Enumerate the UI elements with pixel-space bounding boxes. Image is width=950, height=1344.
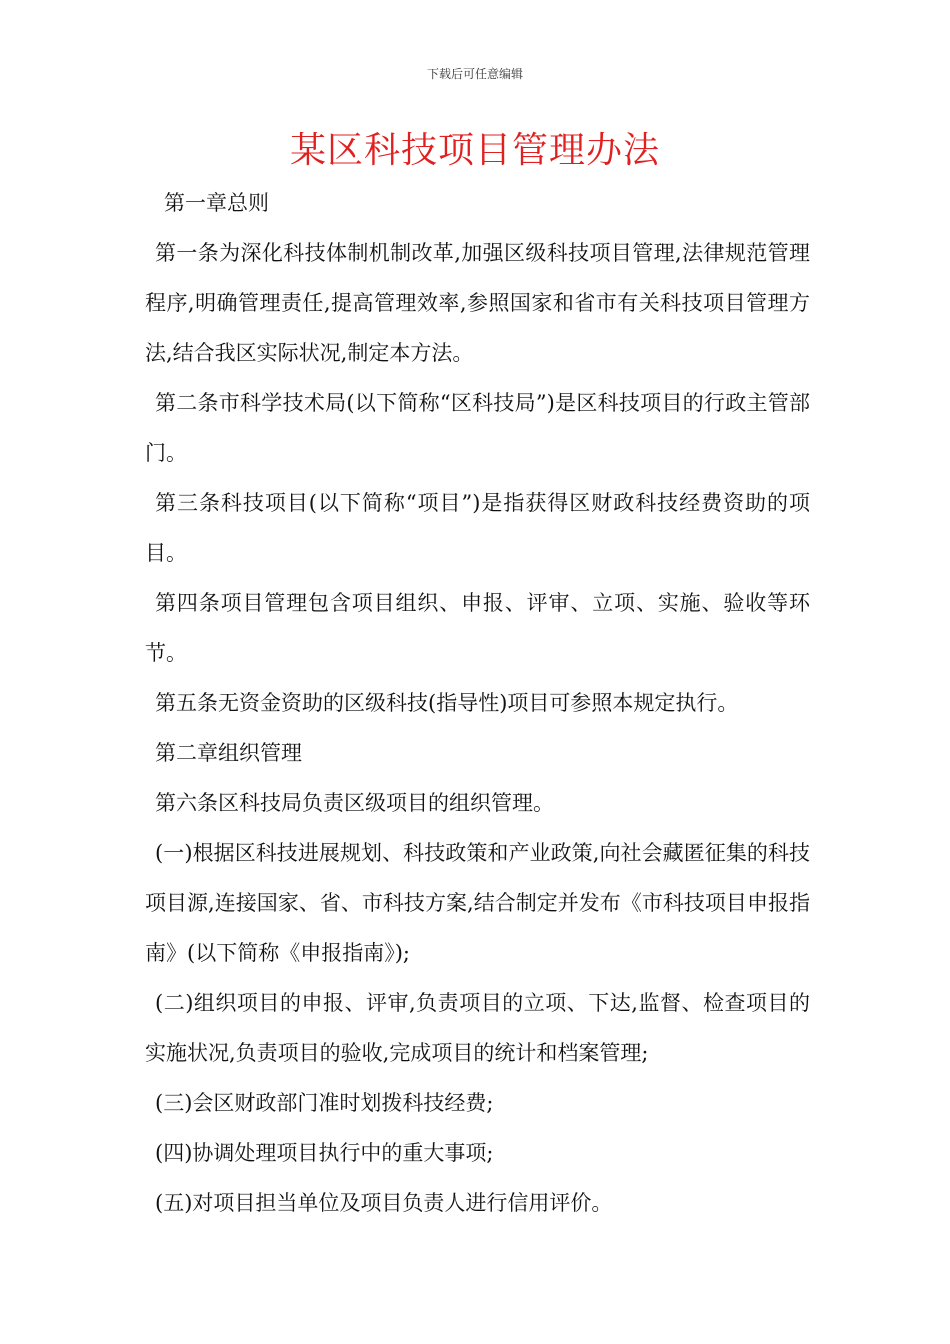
list-item-paragraph: (二)组织项目的申报、评审,负责项目的立项、下达,监督、检查项目的实施状况,负责项目的验收,完成项目的统计和档案管理; <box>145 991 810 1065</box>
header-note: 下载后可任意编辑 <box>426 67 523 81</box>
chapter-heading: 第二章组织管理 <box>155 741 302 765</box>
article-paragraph: 第五条无资金资助的区级科技(指导性)项目可参照本规定执行。 <box>155 691 739 715</box>
chapter-heading: 第一章总则 <box>164 191 269 215</box>
article-paragraph: 第一条为深化科技体制机制改革,加强区级科技项目管理,法律规范管理程序,明确管理责任,提高管理效率,参照国家和省市有关科技项目管理方法,结合我区实际状况,制定本方法。 <box>145 241 810 365</box>
list-item-paragraph: (一)根据区科技进展规划、科技政策和产业政策,向社会藏匿征集的科技项目源,连接国家、省、市科技方案,结合制定并发布《市科技项目申报指南》(以下简称《申报指南》); <box>145 841 810 965</box>
article-paragraph: 第四条项目管理包含项目组织、申报、评审、立项、实施、验收等环节。 <box>145 591 810 665</box>
article-paragraph: 第三条科技项目(以下简称“项目”)是指获得区财政科技经费资助的项目。 <box>145 491 810 565</box>
document-body <box>145 178 810 1228</box>
article-paragraph: 第六条区科技局负责区级项目的组织管理。 <box>155 791 554 815</box>
list-item-paragraph: (三)会区财政部门准时划拨科技经费; <box>155 1091 494 1115</box>
list-item-paragraph: (五)对项目担当单位及项目负责人进行信用评价。 <box>155 1191 613 1215</box>
article-paragraph: 第二条市科学技术局(以下简称“区科技局”)是区科技项目的行政主管部门。 <box>145 391 810 465</box>
list-item-paragraph: (四)协调处理项目执行中的重大事项; <box>155 1141 494 1165</box>
document-title: 某区科技项目管理办法 <box>289 130 660 171</box>
